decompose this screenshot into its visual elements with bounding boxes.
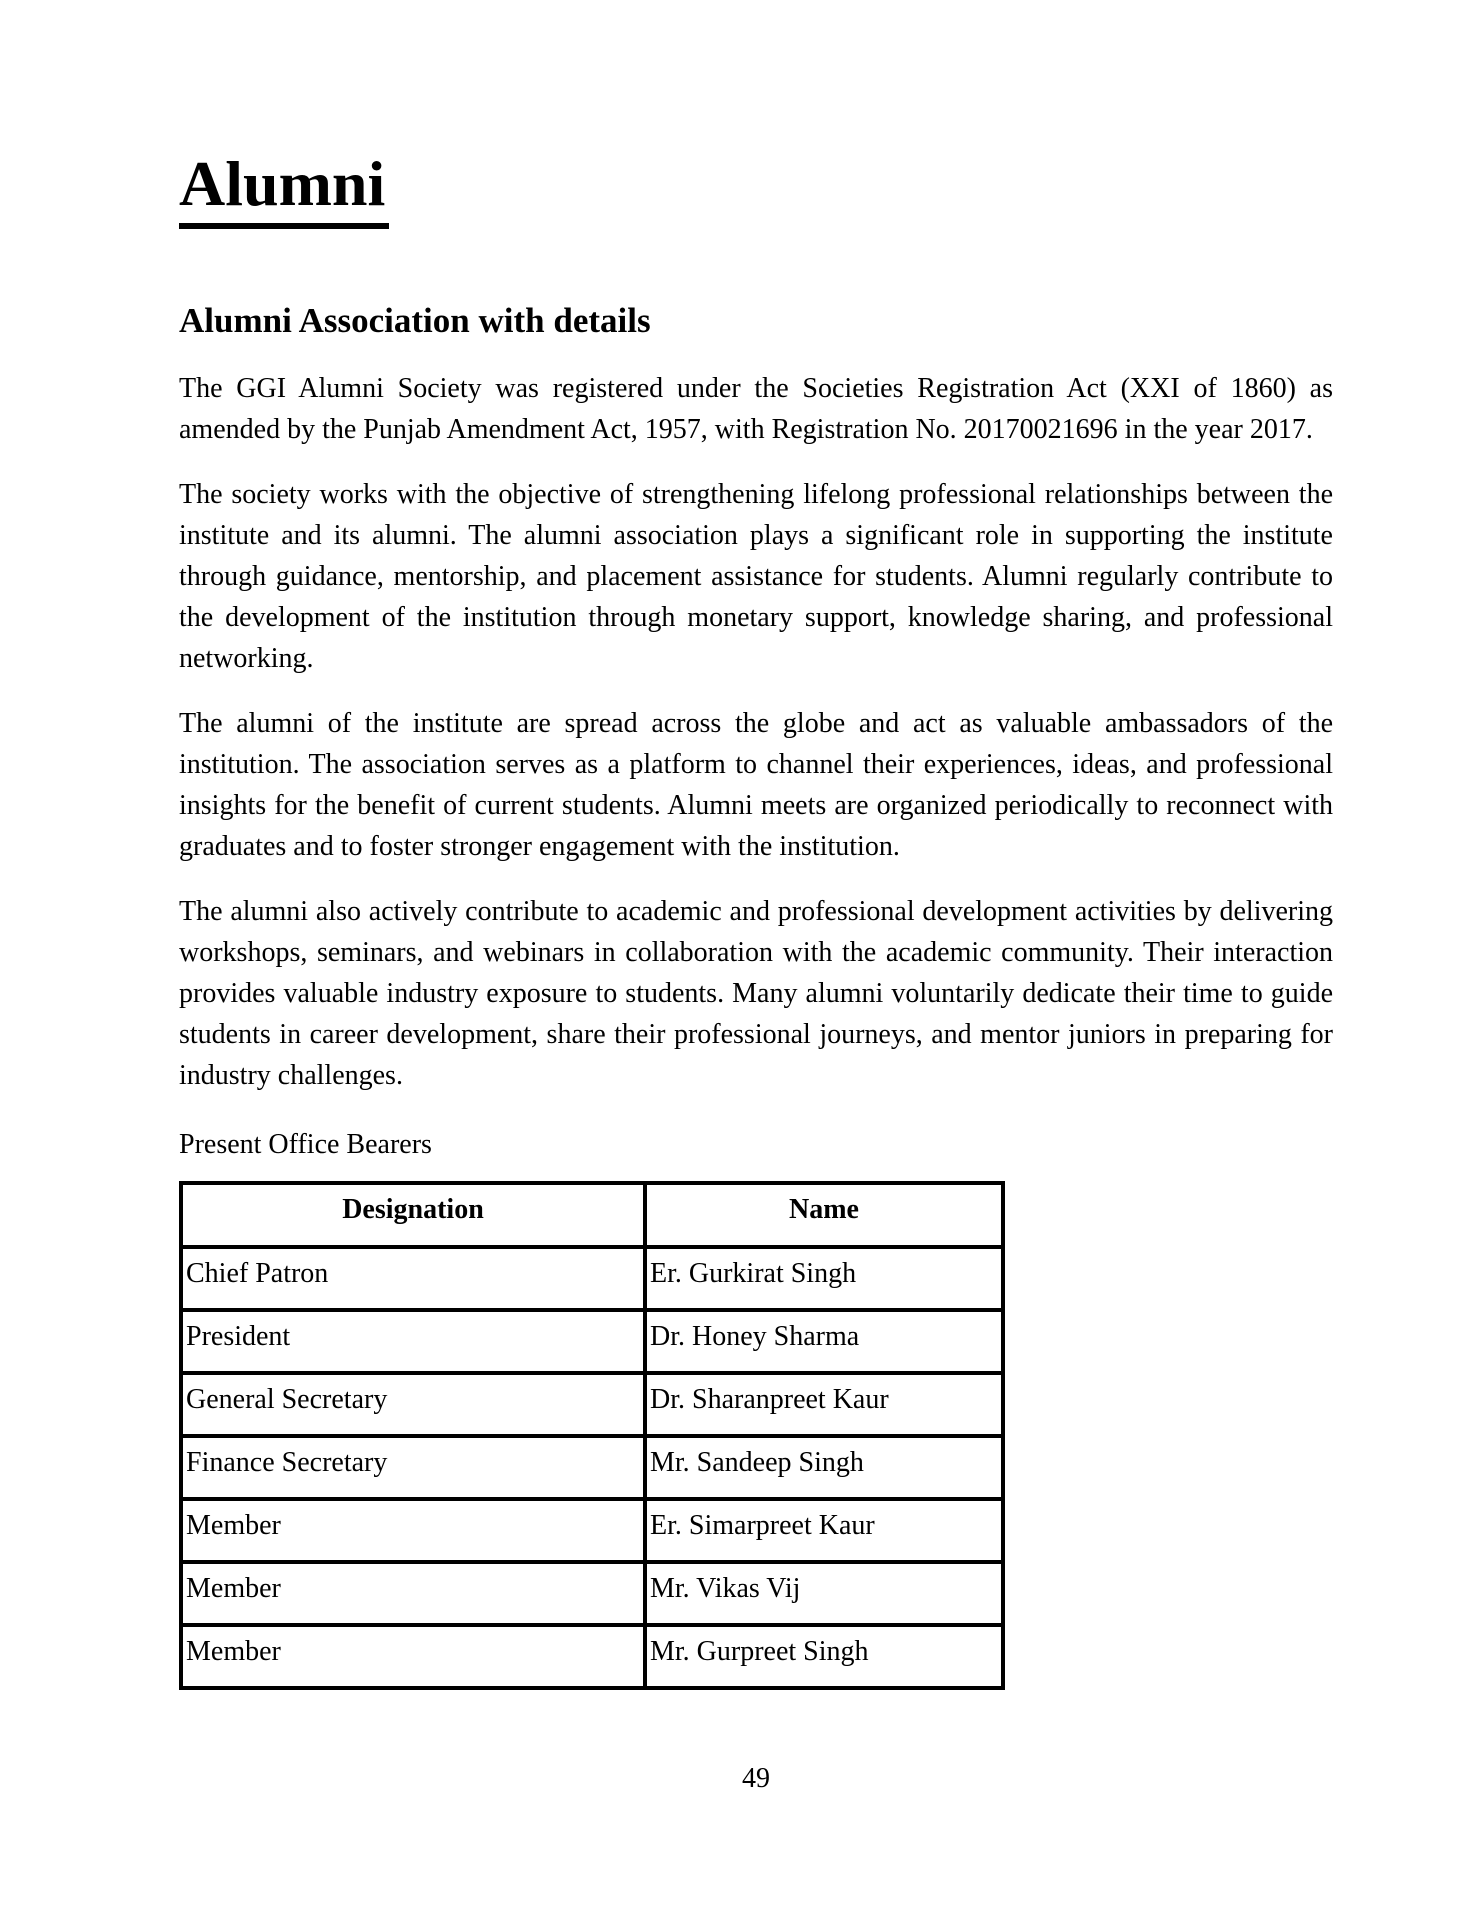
designation-cell: Member <box>181 1562 645 1625</box>
name-cell: Mr. Gurpreet Singh <box>645 1625 1003 1688</box>
table-row <box>181 1625 1003 1688</box>
office-bearers-table <box>179 1181 1005 1690</box>
name-cell: Mr. Vikas Vij <box>645 1562 1003 1625</box>
designation-cell: Finance Secretary <box>181 1436 645 1499</box>
paragraph-objective: The society works with the objective of strengthening lifelong professional relationships between the institute and its alumni. The alumni association plays a significant role in supporting the institute through guidance, mentorship, and placement assistance for students. Alumni regularly contribute to the development of the institution through monetary support, knowledge sharing, and professional networking. <box>179 478 1333 674</box>
page-title <box>179 148 1333 229</box>
designation-cell: President <box>181 1310 645 1373</box>
section-heading: Alumni Association with details <box>179 300 651 340</box>
name-cell: Dr. Honey Sharma <box>645 1310 1003 1373</box>
page-number: 49 <box>742 1762 770 1794</box>
table-caption: Present Office Bearers <box>179 1128 432 1160</box>
name-cell: Er. Simarpreet Kaur <box>645 1499 1003 1562</box>
table-header-name: Name <box>645 1183 1003 1247</box>
designation-cell: Chief Patron <box>181 1247 645 1310</box>
table-row <box>181 1499 1003 1562</box>
table-row <box>181 1373 1003 1436</box>
table-row <box>181 1310 1003 1373</box>
designation-cell: Member <box>181 1625 645 1688</box>
page-title-text: Alumni <box>179 148 389 229</box>
designation-cell: General Secretary <box>181 1373 645 1436</box>
designation-cell: Member <box>181 1499 645 1562</box>
name-cell: Er. Gurkirat Singh <box>645 1247 1003 1310</box>
paragraph-contribution: The alumni also actively contribute to academic and professional development activities by delivering workshops, seminars, and webinars in collaboration with the academic community. Their interaction provides valuable industry exposure to students. Many alumni voluntarily dedicate their time to guide students in career development, share their professional journeys, and mentor juniors in preparing for industry challenges. <box>179 895 1333 1091</box>
table-row <box>181 1436 1003 1499</box>
name-cell: Dr. Sharanpreet Kaur <box>645 1373 1003 1436</box>
paragraph-ambassadors: The alumni of the institute are spread across the globe and act as valuable ambassadors of the institution. The association serves as a platform to channel their experiences, ideas, and professional insights for the benefit of current students. Alumni meets are organized periodically to reconnect with graduates and to foster stronger engagement with the institution. <box>179 707 1333 862</box>
table-row <box>181 1562 1003 1625</box>
table-row <box>181 1247 1003 1310</box>
table-header-designation: Designation <box>181 1183 645 1247</box>
table-header-row <box>181 1183 1003 1247</box>
paragraph-registration: The GGI Alumni Society was registered under the Societies Registration Act (XXI of 1860) as amended by the Punjab Amendment Act, 1957, with Registration No. 20170021696 in the year 2017. <box>179 372 1333 445</box>
name-cell: Mr. Sandeep Singh <box>645 1436 1003 1499</box>
